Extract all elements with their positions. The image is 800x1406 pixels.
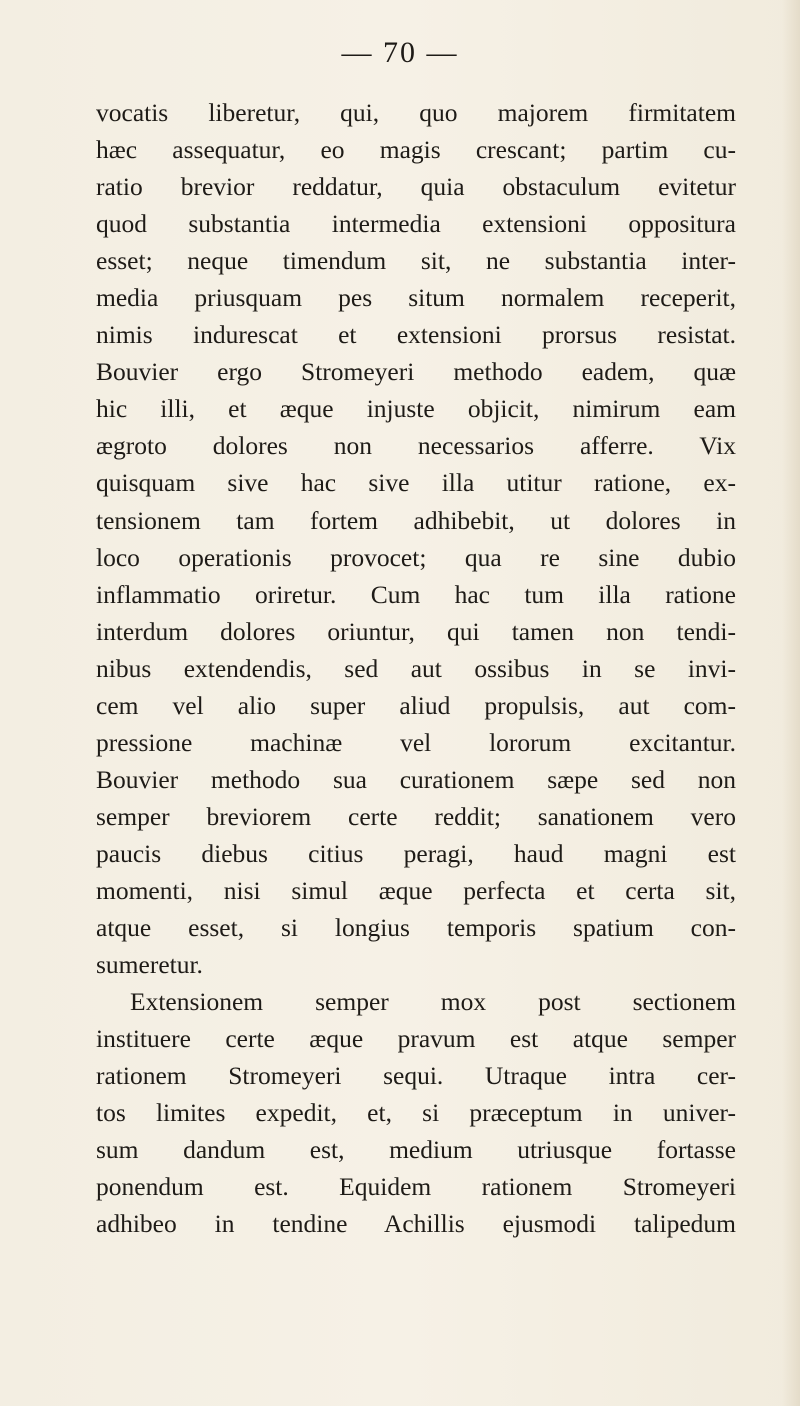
text-line: ægroto dolores non necessarios afferre. Vix bbox=[96, 431, 736, 461]
text-line: Bouvier methodo sua curationem sæpe sed non bbox=[96, 764, 736, 794]
text-line: instituere certe æque pravum est atque semper bbox=[96, 1024, 736, 1054]
text-line: inflammatio oriretur. Cum hac tum illa ratione bbox=[96, 579, 736, 609]
text-line: ponendum est. Equidem rationem Stromeyeri bbox=[96, 1172, 736, 1202]
text-line: atque esset, si longius temporis spatium con- bbox=[96, 913, 736, 943]
text-line: Bouvier ergo Stromeyeri methodo eadem, quæ bbox=[96, 357, 736, 387]
page-edge-shadow bbox=[782, 0, 800, 1406]
text-line: rationem Stromeyeri sequi. Utraque intra cer- bbox=[96, 1061, 736, 1091]
page-number: — 70 — bbox=[341, 36, 459, 69]
text-line: adhibeo in tendine Achillis ejusmodi talipedum bbox=[96, 1209, 736, 1239]
text-line: vocatis liberetur, qui, quo majorem firmitatem bbox=[96, 98, 736, 127]
paragraph-first-line: Extensionem semper mox post sectionem bbox=[130, 987, 736, 1017]
text-line: sum dandum est, medium utriusque fortasse bbox=[96, 1135, 736, 1165]
text-line: interdum dolores oriuntur, qui tamen non tendi- bbox=[96, 616, 736, 646]
text-line: media priusquam pes situm normalem receperit, bbox=[96, 283, 736, 313]
text-line: esset; neque timendum sit, ne substantia inter- bbox=[96, 246, 736, 276]
text-line: cem vel alio super aliud propulsis, aut com- bbox=[96, 690, 736, 720]
text-line: paucis diebus citius peragi, haud magni est bbox=[96, 838, 736, 868]
text-line: tos limites expedit, et, si præceptum in univer- bbox=[96, 1098, 736, 1128]
text-line: pressione machinæ vel lororum excitantur. bbox=[96, 727, 736, 757]
text-line: nibus extendendis, sed aut ossibus in se invi- bbox=[96, 653, 736, 683]
text-line: semper breviorem certe reddit; sanationem vero bbox=[96, 801, 736, 831]
text-line: quod substantia intermedia extensioni oppositura bbox=[96, 209, 736, 239]
text-line: sumeretur. bbox=[96, 950, 203, 980]
text-line: ratio brevior reddatur, quia obstaculum evitetur bbox=[96, 172, 736, 202]
text-line: momenti, nisi simul æque perfecta et certa sit, bbox=[96, 875, 736, 905]
text-line: loco operationis provocet; qua re sine dubio bbox=[96, 542, 736, 572]
body-text bbox=[96, 94, 736, 1242]
text-line: tensionem tam fortem adhibebit, ut dolores in bbox=[96, 505, 736, 535]
text-line: hæc assequatur, eo magis crescant; partim cu- bbox=[96, 135, 736, 165]
text-line: nimis indurescat et extensioni prorsus resistat. bbox=[96, 320, 736, 350]
text-line: quisquam sive hac sive illa utitur ratione, ex- bbox=[96, 468, 736, 498]
text-line: hic illi, et æque injuste objicit, nimirum eam bbox=[96, 394, 736, 424]
